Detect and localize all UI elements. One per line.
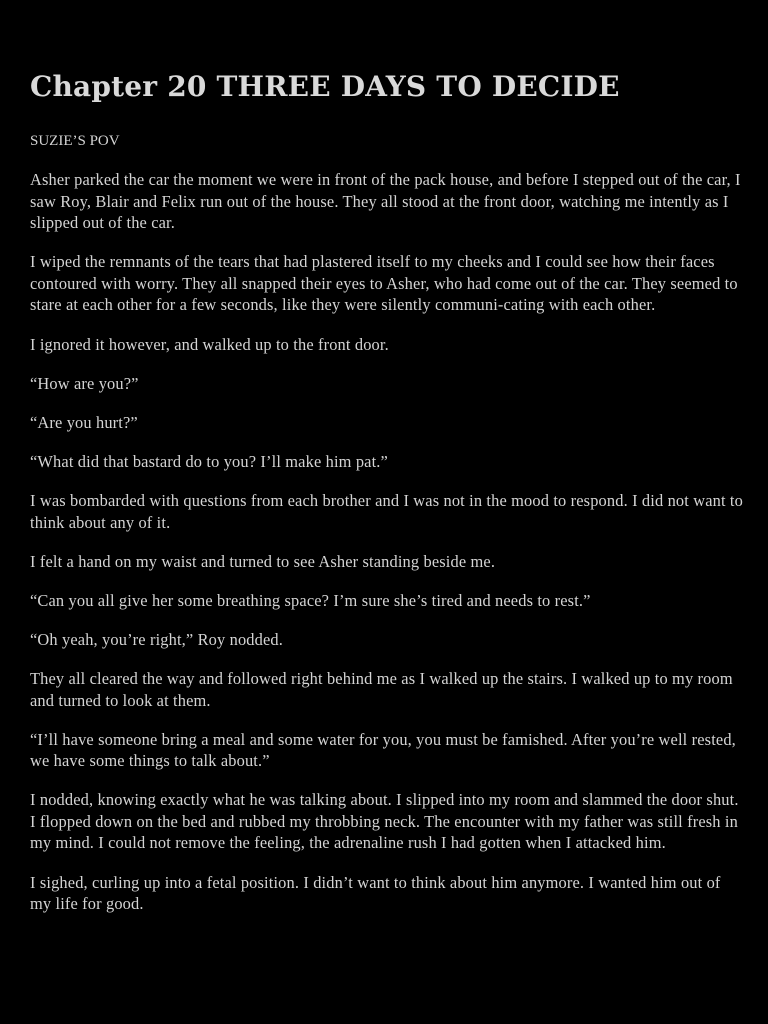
dialogue-line: “Are you hurt?”	[30, 412, 138, 432]
pov-label: SUZIE’S POV	[30, 133, 120, 149]
dialogue-line: “How are you?”	[30, 373, 139, 393]
dialogue-line: “Can you all give her some breathing space? I’m sure she’s tired and needs to rest.”	[30, 590, 591, 610]
paragraph: I nodded, knowing exactly what he was talking about. I slipped into my room and slammed the door shut. I flopped down on the bed and rubbed my throbbing neck. The encounter with my father was still fresh in my mind. I could not remove the feeling, the adrenaline rush I had gotten when I attacked him.	[30, 790, 739, 853]
paragraph: They all cleared the way and followed right behind me as I walked up the stairs. I walked up to my room and turned to look at them.	[30, 668, 733, 710]
paragraph: I was bombarded with questions from each brother and I was not in the mood to respond. I did not want to think about any of it.	[30, 490, 743, 532]
chapter-page	[30, 64, 746, 932]
dialogue-line: “Oh yeah, you’re right,” Roy nodded.	[30, 629, 284, 649]
dialogue-line: “What did that bastard do to you? I’ll make him pat.”	[30, 451, 388, 471]
chapter-title: Chapter 20 THREE DAYS TO DECIDE	[30, 70, 620, 103]
paragraph: I sighed, curling up into a fetal position. I didn’t want to think about him anymore. I wanted him out of my life for good.	[30, 872, 721, 914]
paragraph: I felt a hand on my waist and turned to see Asher standing beside me.	[30, 551, 496, 571]
paragraph: I wiped the remnants of the tears that had plastered itself to my cheeks and I could see how their faces contoured with worry. They all snapped their eyes to Asher, who had come out of the car. They seemed to stare at each other for a few seconds, like they were silently communi-cating with each other.	[30, 252, 738, 315]
dialogue-line: “I’ll have someone bring a meal and some water for you, you must be famished. After you’re well rested, we have some things to talk about.”	[30, 729, 736, 771]
paragraph: Asher parked the car the moment we were in front of the pack house, and before I stepped out of the car, I saw Roy, Blair and Felix run out of the house. They all stood at the front door, watching me intently as I slipped out of the car.	[30, 170, 741, 233]
paragraph: I ignored it however, and walked up to the front door.	[30, 334, 389, 354]
